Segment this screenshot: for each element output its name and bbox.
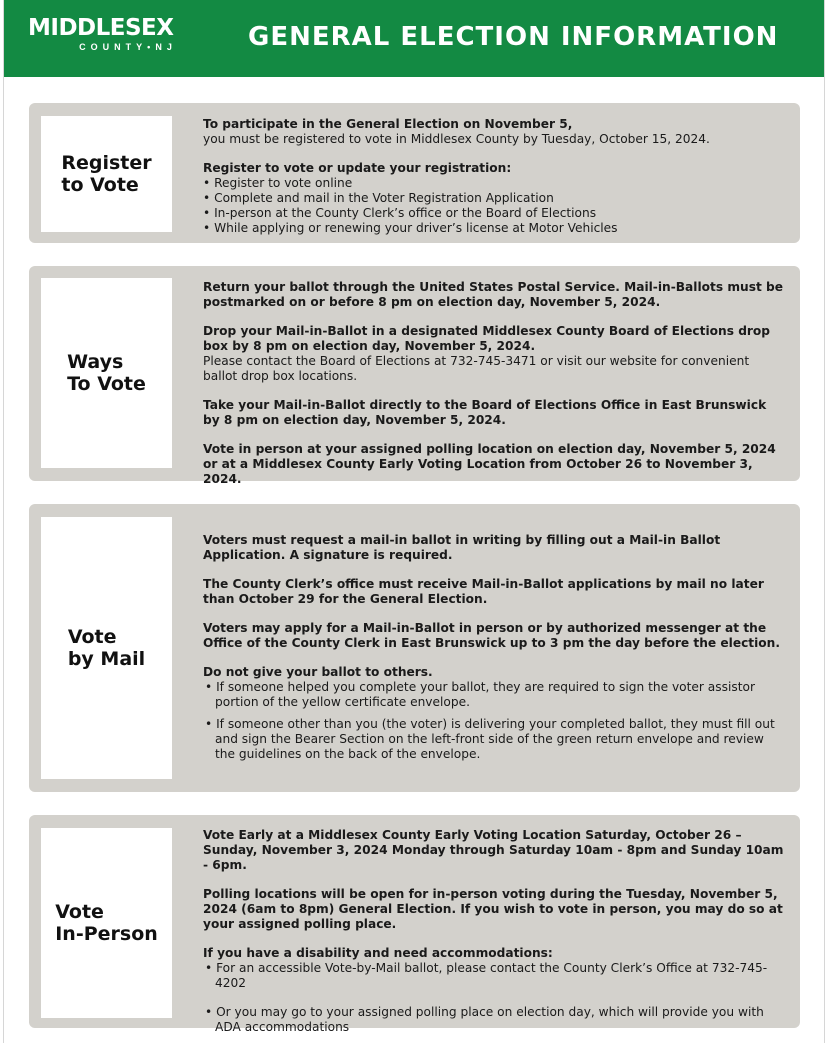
section-label: Vote In-Person xyxy=(55,901,158,945)
page-title: GENERAL ELECTION INFORMATION xyxy=(248,22,779,52)
list-item: • Complete and mail in the Voter Registration Application xyxy=(203,191,554,205)
section-label: Register to Vote xyxy=(61,152,152,196)
section-content xyxy=(203,533,786,762)
inperson-paragraph-1: Vote Early at a Middlesex County Early Voting Location Saturday, October 26 – Sunday, November 3, 2024 Monday through Saturday 10am - 8pm and Sunday 10am - 6pm. xyxy=(203,828,784,872)
section-content xyxy=(203,280,786,487)
ways-paragraph-3: Take your Mail-in-Ballot directly to the Board of Elections Office in East Brunswick by 8 pm on election day, November 5, 2024. xyxy=(203,398,767,427)
ways-paragraph-2: Drop your Mail-in-Ballot in a designated Middlesex County Board of Elections drop box by 8 pm on election day, November 5, 2024. xyxy=(203,324,771,353)
middlesex-logo xyxy=(28,16,208,62)
list-item: • In-person at the County Clerk’s office or the Board of Elections xyxy=(203,206,597,220)
mail-paragraph-3: Voters may apply for a Mail-in-Ballot in person or by authorized messenger at the Office of the County Clerk in East Brunswick up to 3 pm the day before the election. xyxy=(203,621,780,650)
section-label-box xyxy=(41,116,172,232)
ways-paragraph-4: Vote in person at your assigned polling location on election day, November 5, 2024 or at a Middlesex County Early Voting Location from October 26 to November 3, 2024. xyxy=(203,442,776,486)
inperson-paragraph-3-heading: If you have a disability and need accommodations: xyxy=(203,946,553,960)
mail-paragraph-2: The County Clerk’s office must receive Mail-in-Ballot applications by mail no later than October 29 for the General Election. xyxy=(203,577,764,606)
section-label-box xyxy=(41,517,172,779)
section-label-box xyxy=(41,278,172,468)
section-ways-to-vote xyxy=(29,266,800,486)
section-vote-in-person xyxy=(29,815,800,1034)
list-item: • Register to vote online xyxy=(203,176,353,190)
section-label-box xyxy=(41,828,172,1018)
section-vote-by-mail xyxy=(29,504,800,792)
section-label: Ways To Vote xyxy=(67,351,146,395)
register-intro: you must be registered to vote in Middlesex County by Tuesday, October 15, 2024. xyxy=(203,132,710,146)
register-intro-bold: To participate in the General Election on November 5, xyxy=(203,117,573,131)
section-content xyxy=(203,117,786,236)
ways-paragraph-2-detail: Please contact the Board of Elections at 732-745-3471 or visit our website for convenient ballot drop box locations. xyxy=(203,354,750,383)
list-item: • Or you may go to your assigned polling place on election day, which will provide you with ADA accommodations xyxy=(205,1005,764,1034)
list-item: • If someone other than you (the voter) is delivering your completed ballot, they must fill out and sign the Bearer Section on the left-front side of the green return envelope and review the guidelines on the back of the envelope. xyxy=(205,717,775,761)
inperson-paragraph-2: Polling locations will be open for in-person voting during the Tuesday, November 5, 2024 (6am to 8pm) General Election. If you wish to vote in person, you may do so at your assigned polling place. xyxy=(203,887,783,931)
list-item: • If someone helped you complete your ballot, they are required to sign the voter assistor portion of the yellow certificate envelope. xyxy=(205,680,755,709)
section-register-to-vote xyxy=(29,103,800,243)
header-banner xyxy=(4,0,824,77)
logo-wordmark: MIDDLESEX xyxy=(28,15,174,41)
register-options-heading: Register to vote or update your registration: xyxy=(203,161,512,175)
mail-paragraph-4-heading: Do not give your ballot to others. xyxy=(203,665,433,679)
section-label: Vote by Mail xyxy=(67,626,146,670)
list-item: • While applying or renewing your driver’s license at Motor Vehicles xyxy=(203,221,618,235)
logo-subtitle: COUNTY•NJ xyxy=(79,42,177,52)
section-content xyxy=(203,828,786,1035)
ways-paragraph-1: Return your ballot through the United States Postal Service. Mail-in-Ballots must be postmarked on or before 8 pm on election day, November 5, 2024. xyxy=(203,280,784,309)
list-item: • For an accessible Vote-by-Mail ballot, please contact the County Clerk’s Office at 732-745-4202 xyxy=(205,961,768,990)
mail-paragraph-1: Voters must request a mail-in ballot in writing by filling out a Mail-in Ballot Application. A signature is required. xyxy=(203,533,721,562)
